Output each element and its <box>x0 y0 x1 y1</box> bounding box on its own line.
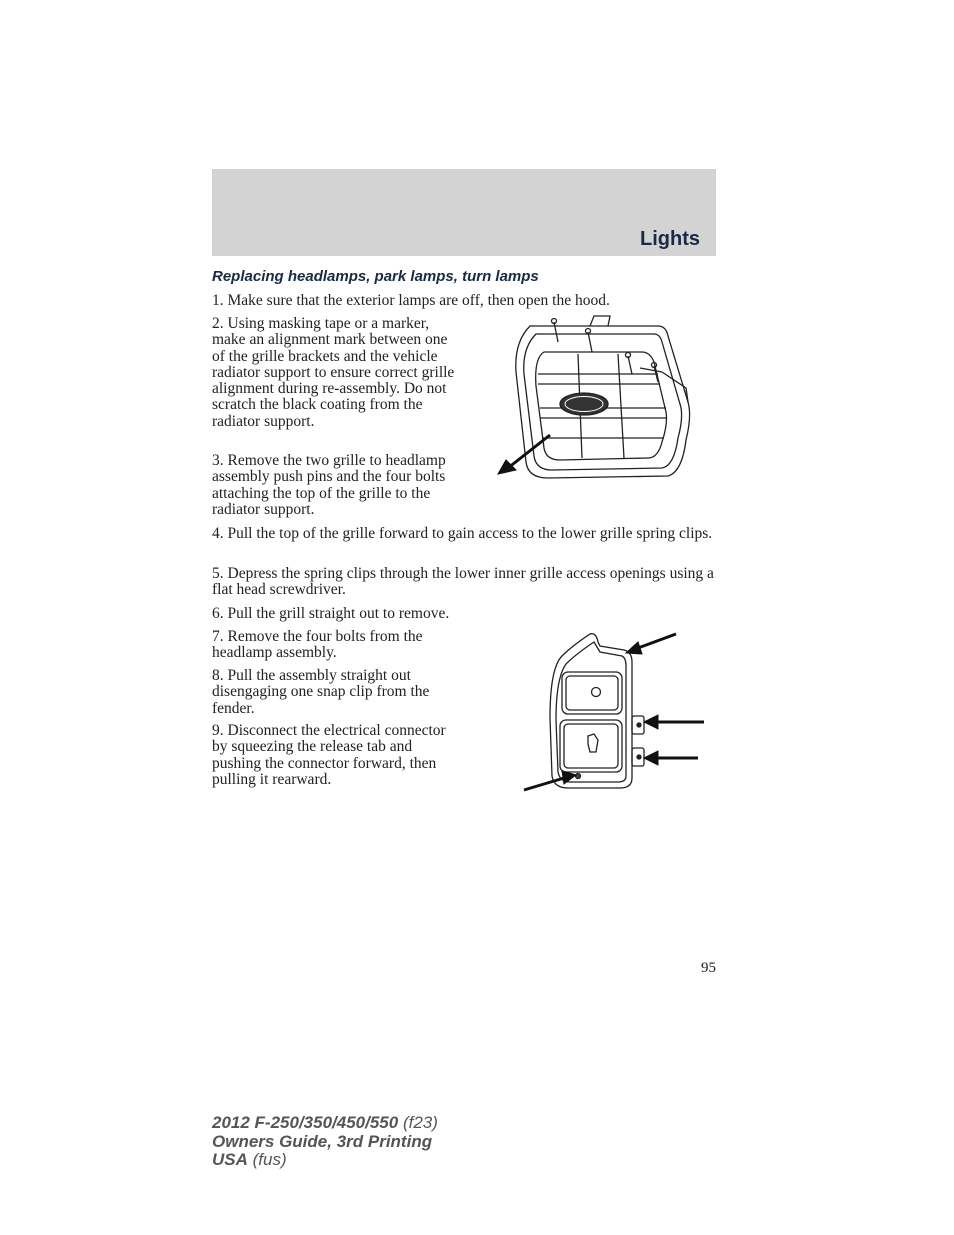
step-2: 2. Using masking tape or a marker, make an alignment mark between one of the grille brackets and the vehicle radiator support to ensure correct grille alignment during re-assembly. Do not scratch the black coating from the radiator support. <box>212 315 455 430</box>
footer-line-1: 2012 F-250/350/450/550 (f23) <box>212 1113 438 1132</box>
headlamp-assembly-illustration <box>520 628 710 798</box>
step-3: 3. Remove the two grille to headlamp assembly push pins and the four bolts attaching the top of the grille to the radiator support. <box>212 452 446 518</box>
document-footer <box>212 1114 438 1170</box>
section-heading: Replacing headlamps, park lamps, turn lamps <box>212 268 539 285</box>
step-8: 8. Pull the assembly straight out disengaging one snap clip from the fender. <box>212 667 430 717</box>
chapter-title: Lights <box>640 228 700 250</box>
step-9: 9. Disconnect the electrical connector by squeezing the release tab and pushing the connector forward, then pulling it rearward. <box>212 722 446 788</box>
step-5: 5. Depress the spring clips through the lower inner grille access openings using a flat head screwdriver. <box>212 565 714 599</box>
grille-removal-illustration <box>490 312 700 487</box>
footer-line-3: USA (fus) <box>212 1150 287 1169</box>
page-number: 95 <box>701 960 716 976</box>
step-6: 6. Pull the grill straight out to remove. <box>212 605 450 622</box>
step-7: 7. Remove the four bolts from the headlamp assembly. <box>212 628 423 662</box>
footer-line-2: Owners Guide, 3rd Printing <box>212 1131 433 1151</box>
step-4: 4. Pull the top of the grille forward to gain access to the lower grille spring clips. <box>212 525 713 542</box>
step-1: 1. Make sure that the exterior lamps are off, then open the hood. <box>212 292 610 309</box>
header-band <box>212 169 716 256</box>
